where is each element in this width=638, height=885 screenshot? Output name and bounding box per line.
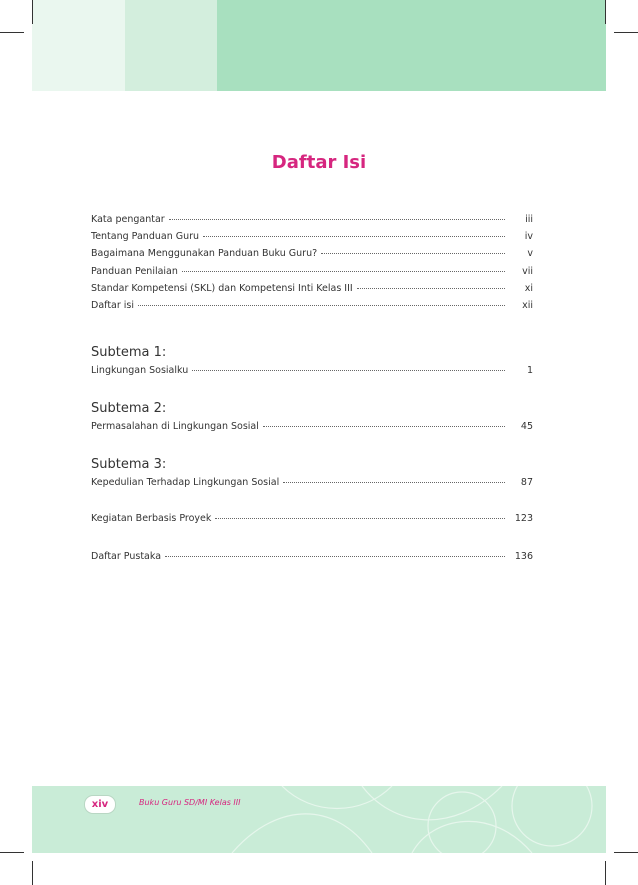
page-number-badge: xiv (84, 795, 116, 814)
toc-main (91, 213, 533, 316)
crop-mark (614, 32, 638, 33)
dot-leader (263, 418, 505, 427)
dot-leader (165, 548, 505, 557)
subtheme-heading: Subtema 2: (91, 401, 167, 416)
crop-mark (0, 852, 24, 853)
page-footer (32, 786, 606, 853)
dot-leader (321, 245, 505, 254)
toc-entry-label: Standar Kompetensi (SKL) dan Kompetensi Inti Kelas III (91, 282, 353, 294)
toc-entry[interactable] (91, 364, 533, 381)
subtheme-section (91, 401, 533, 437)
toc-entry-page: 136 (514, 551, 533, 562)
toc-entry[interactable] (91, 299, 533, 316)
toc-entry[interactable] (91, 476, 533, 493)
dot-leader (203, 228, 505, 237)
dot-leader (283, 474, 505, 483)
toc-entry-page: 123 (514, 513, 533, 524)
toc-entry-label: Lingkungan Sosialku (91, 365, 189, 376)
header-band-dark (217, 0, 606, 91)
toc-entry-label: Kegiatan Berbasis Proyek (91, 513, 212, 524)
toc-entry-page: v (527, 248, 533, 260)
toc-entry-label: Bagaimana Menggunakan Panduan Buku Guru? (91, 248, 318, 260)
toc-entry-page: iv (524, 231, 533, 243)
toc-entry[interactable] (91, 512, 533, 529)
subtheme-heading: Subtema 3: (91, 457, 167, 472)
toc-entry-label: Panduan Penilaian (91, 265, 178, 277)
footer-book-title: Buku Guru SD/MI Kelas III (139, 798, 241, 807)
page-title: Daftar Isi (271, 152, 367, 173)
header-band-mid (125, 0, 217, 91)
crop-mark (32, 0, 33, 24)
dot-leader (357, 280, 505, 289)
toc-entry-label: Daftar Pustaka (91, 551, 162, 562)
toc-entry-page: xi (524, 282, 533, 294)
toc-entry-page: 87 (520, 477, 533, 488)
toc-entry-page: 1 (526, 365, 533, 376)
crop-mark (605, 861, 606, 885)
toc-entry[interactable] (91, 420, 533, 437)
toc-extras (91, 550, 533, 567)
toc-entry-page: 45 (520, 421, 533, 432)
toc-entry-label: Kata pengantar (91, 214, 165, 225)
header-band-light (32, 0, 125, 91)
subtheme-heading: Subtema 1: (91, 345, 167, 360)
toc-entry-page: vii (522, 265, 533, 277)
crop-mark (32, 861, 33, 885)
crop-mark (605, 0, 606, 24)
toc-entry-label: Tentang Panduan Guru (91, 231, 200, 243)
footer-swirl-decoration (32, 786, 606, 853)
subtheme-section (91, 345, 533, 381)
toc-entry-page: xii (522, 299, 533, 311)
dot-leader (215, 510, 505, 519)
subtheme-section (91, 457, 533, 493)
dot-leader (138, 297, 505, 306)
crop-mark (614, 852, 638, 853)
toc-entry[interactable] (91, 550, 533, 567)
dot-leader (192, 362, 505, 371)
crop-mark (0, 32, 24, 33)
toc-entry-page: iii (525, 214, 533, 225)
toc-entry-label: Daftar isi (91, 299, 135, 311)
dot-leader (169, 211, 505, 220)
dot-leader (182, 263, 505, 272)
toc-extras (91, 512, 533, 529)
toc-entry-label: Permasalahan di Lingkungan Sosial (91, 421, 259, 432)
toc-entry-label: Kepedulian Terhadap Lingkungan Sosial (91, 477, 280, 488)
